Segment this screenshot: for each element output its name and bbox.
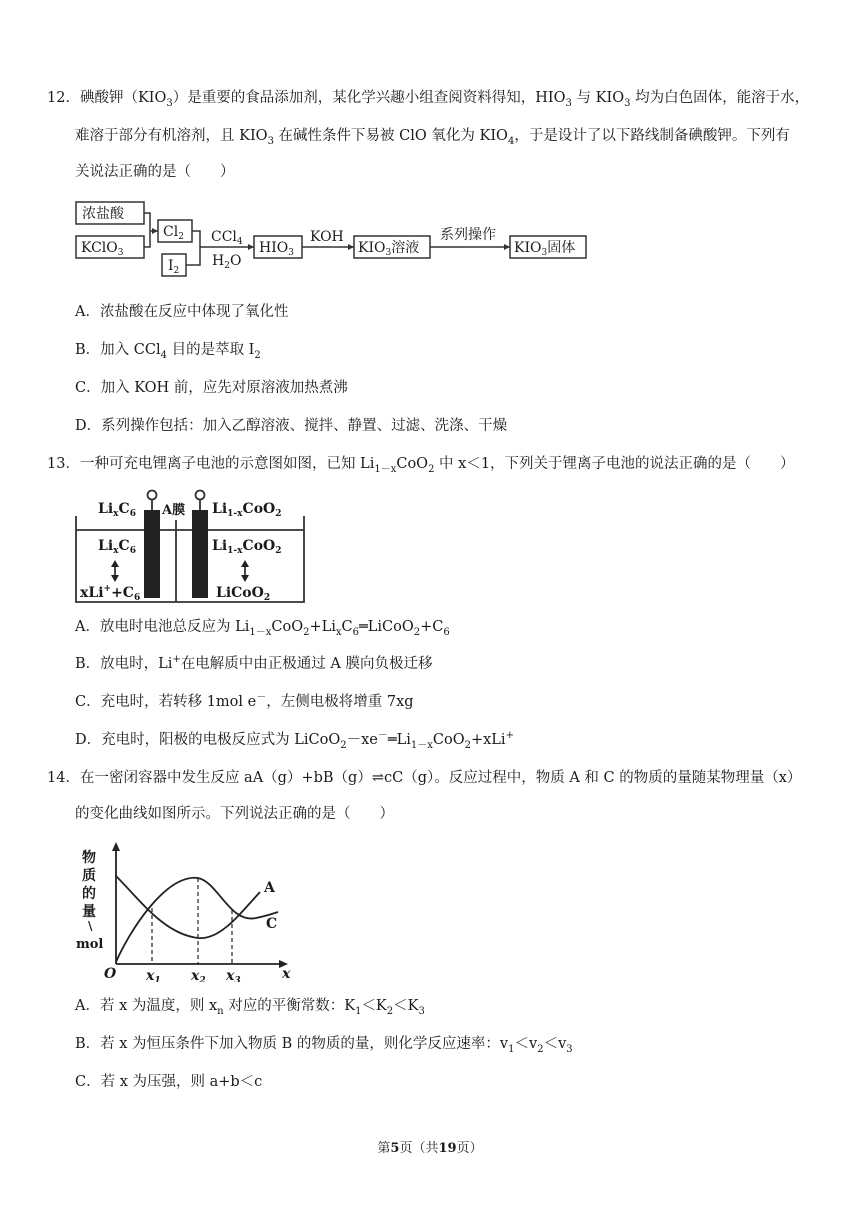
ylabel-5: \ — [88, 919, 93, 933]
ylabel-6: mol — [76, 937, 104, 952]
flow-box-kclo3: KClO$_3$ — [81, 240, 124, 258]
tick-x2: $x_2$ — [191, 968, 206, 982]
ylabel-4: 量 — [82, 904, 96, 920]
q13-option-b[interactable]: B．放电时，Li+在电解质中由正极通过 A 膜向负极迁移 — [75, 654, 433, 672]
curve-a-label: A — [264, 880, 275, 896]
q14-option-b[interactable]: B．若 x 为恒压条件下加入物质 B 的物质的量，则化学反应速率：$v_1<v_2<v_3$ — [75, 1036, 573, 1055]
q14-option-a[interactable]: A．若 x 为温度，则 $x_n$ 对应的平衡常数：$K_1<K_2<K_3$ — [75, 998, 425, 1017]
q13-option-a[interactable]: A．放电时电池总反应为 $Li_{1-x}CoO_2+Li_xC_6═LiCoO_2+C_6$ — [75, 619, 450, 638]
flow-box-hcl: 浓盐酸 — [82, 206, 124, 222]
flow-label-h2o: $H_2O$ — [212, 253, 242, 271]
q12-option-a[interactable]: A．浓盐酸在反应中体现了氧化性 — [75, 304, 289, 320]
q14-stem-line2: 的变化曲线如图所示。下列说法正确的是（ ） — [75, 806, 394, 822]
tick-x1: $x_1$ — [146, 968, 161, 982]
origin-label: O — [104, 966, 117, 982]
q12-stem-line1: 12．碘酸钾$(KIO_3)$是重要的食品添加剂，某化学兴趣小组查阅资料得知，$HIO_3$ 与 $KIO_3$ 均为白色固体，能溶于水， — [47, 90, 810, 109]
q12-option-c[interactable]: C．加入 KOH 前，应先对原溶液加热煮沸 — [75, 380, 348, 396]
flow-label-operations: 系列操作 — [440, 227, 496, 243]
q12-stem-line3: 关说法正确的是（ ） — [75, 164, 235, 180]
curve-c-label: C — [266, 916, 278, 932]
left-electrode — [144, 510, 160, 598]
label-li1xcoo2-mid: $Li_{1-x}CoO_2$ — [212, 538, 282, 556]
right-electrode — [192, 510, 208, 598]
q12-stem-line2: 难溶于部分有机溶剂，且 $KIO_3$ 在碱性条件下易被 ClO 氧化为 $KIO_4$，于是设计了以下路线制备碘酸钾。下列有 — [75, 128, 790, 147]
q14-stem-line1: 14．在一密闭容器中发生反应 aA（g）+bB（g）⇌cC（g）。反应过程中，物质 A 和 C 的物质的量随某物理量（x） — [47, 770, 802, 786]
flow-box-hio3: $HIO_3$ — [259, 240, 294, 258]
flow-box-kio3-solid: $KIO_3$固体 — [514, 240, 576, 258]
q13-stem: 13．一种可充电锂离子电池的示意图如图，已知 $Li_{1-x}CoO_2$ 中 x＜1，下列关于锂离子电池的说法正确的是（ ） — [47, 456, 795, 475]
label-licoo2: LiCoO$_2$ — [216, 585, 271, 603]
q12-option-d[interactable]: D．系列操作包括：加入乙醇溶液、搅拌、静置、过滤、洗涤、干燥 — [75, 418, 508, 434]
ylabel-2: 质 — [82, 868, 96, 884]
ylabel-1: 物 — [82, 850, 96, 866]
page-footer: 第5页（共19页） — [377, 1141, 483, 1156]
label-li1xcoo2-top: $Li_{1-x}CoO_2$ — [212, 501, 282, 519]
q13-option-c[interactable]: C．充电时，若转移 1mol e－，左侧电极将增重 7xg — [75, 692, 414, 710]
q12-flow-diagram — [70, 196, 590, 280]
xaxis-label: x — [282, 966, 291, 982]
tick-x3: $x_3$ — [226, 968, 241, 982]
flow-box-i2: $I_2$ — [168, 258, 180, 276]
label-lixc6-mid: $Li_xC_6$ — [98, 538, 136, 556]
label-lixc6-top: $Li_xC_6$ — [98, 501, 136, 519]
label-xli-c6: $xLi^++C_6$ — [80, 584, 141, 603]
ylabel-3: 的 — [82, 886, 96, 902]
flow-box-cl2: $Cl_2$ — [163, 224, 184, 242]
flow-label-ccl4: CCl$_4$ — [211, 229, 243, 247]
q13-option-d[interactable]: D．充电时，阳极的电极反应式为 $LiCoO_2-xe^-═Li_{1-x}CoO_2+xLi^+$ — [75, 730, 514, 751]
curve-a — [116, 876, 260, 938]
label-membrane: A膜 — [162, 503, 186, 518]
flow-label-koh: KOH — [310, 229, 344, 245]
curve-c — [116, 878, 278, 962]
flow-box-kio3-solution: $KIO_3$溶液 — [358, 240, 420, 258]
q13-battery-diagram — [72, 486, 308, 606]
q12-option-b[interactable]: B．加入 CCl$_4$ 目的是萃取 $I_2$ — [75, 342, 261, 361]
q14-option-c[interactable]: C．若 x 为压强，则 a+b＜c — [75, 1074, 263, 1090]
q14-graph — [70, 838, 300, 982]
